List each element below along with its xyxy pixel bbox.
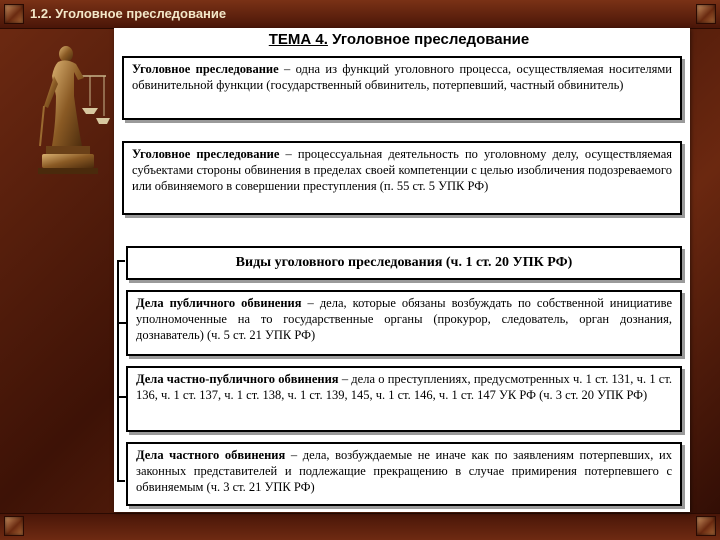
type-text: – дела, возбуждаемые не иначе как по заявлениям потерпевших, их законных представителей и подлежащие прекращению в случае примирения потерпевшего с обвиняемым (ч. 3 ст. 21 УПК РФ) (136, 448, 672, 494)
type-box-private-public (126, 366, 682, 432)
corner-tile-bottom-left (4, 516, 24, 536)
definition-text: – одна из функций уголовного процесса, осуществляемая носителями обвинительной функции (государственный обвинитель, потерпевший, частный обвинитель) (132, 62, 672, 92)
corner-tile-top-left (4, 4, 24, 24)
types-bracket (117, 260, 125, 482)
definition-text: – процессуальная деятельность по уголовному делу, осуществляемая субъектами стороны обвинения в пределах своей компетенции с целью изобличения подозреваемого или обвиняемого в совершении преступления (п. 55 ст. 5 УПК РФ) (132, 147, 672, 193)
corner-tile-bottom-right (696, 516, 716, 536)
definition-term: Уголовное преследование (132, 62, 279, 76)
type-text: – дела, которые обязаны возбуждать по собственной инициативе уполномоченные на то государственные органы (прокурор, следователь, орган дознания, дознаватель) (ч. 5 ст. 21 УПК РФ) (136, 296, 672, 342)
type-box-public (126, 290, 682, 356)
page-heading (114, 31, 684, 48)
title-bar (0, 0, 720, 29)
corner-tile-top-right (696, 4, 716, 24)
document-page (114, 28, 690, 512)
type-term: Дела частного обвинения (136, 448, 286, 462)
types-title: Виды уголовного преследования (ч. 1 ст. 20 УПК РФ) (126, 246, 682, 280)
heading-prefix: ТЕМА 4. (268, 31, 328, 48)
type-term: Дела публичного обвинения (136, 296, 302, 310)
definition-box-1 (122, 56, 682, 120)
type-box-private (126, 442, 682, 506)
definition-term: Уголовное преследование (132, 147, 280, 161)
heading-title: Уголовное преследование (327, 31, 530, 48)
sidebar (28, 34, 114, 504)
slide-title: 1.2. Уголовное преследование (30, 6, 227, 21)
bottom-bar (0, 513, 720, 540)
definition-box-2 (122, 141, 682, 215)
themis-statue-icon (32, 36, 112, 176)
type-text: – дела о преступлениях, предусмотренных ч. 1 ст. 131, ч. 1 ст. 136, ч. 1 ст. 137, ч. 1 ст. 138, ч. 1 ст. 139, 145, ч. 1 ст. 146, ч. 1 ст. 147 УК РФ (ч. 3 ст. 20 УПК РФ) (136, 372, 673, 402)
type-term: Дела частно-публичного обвинения (136, 372, 339, 386)
